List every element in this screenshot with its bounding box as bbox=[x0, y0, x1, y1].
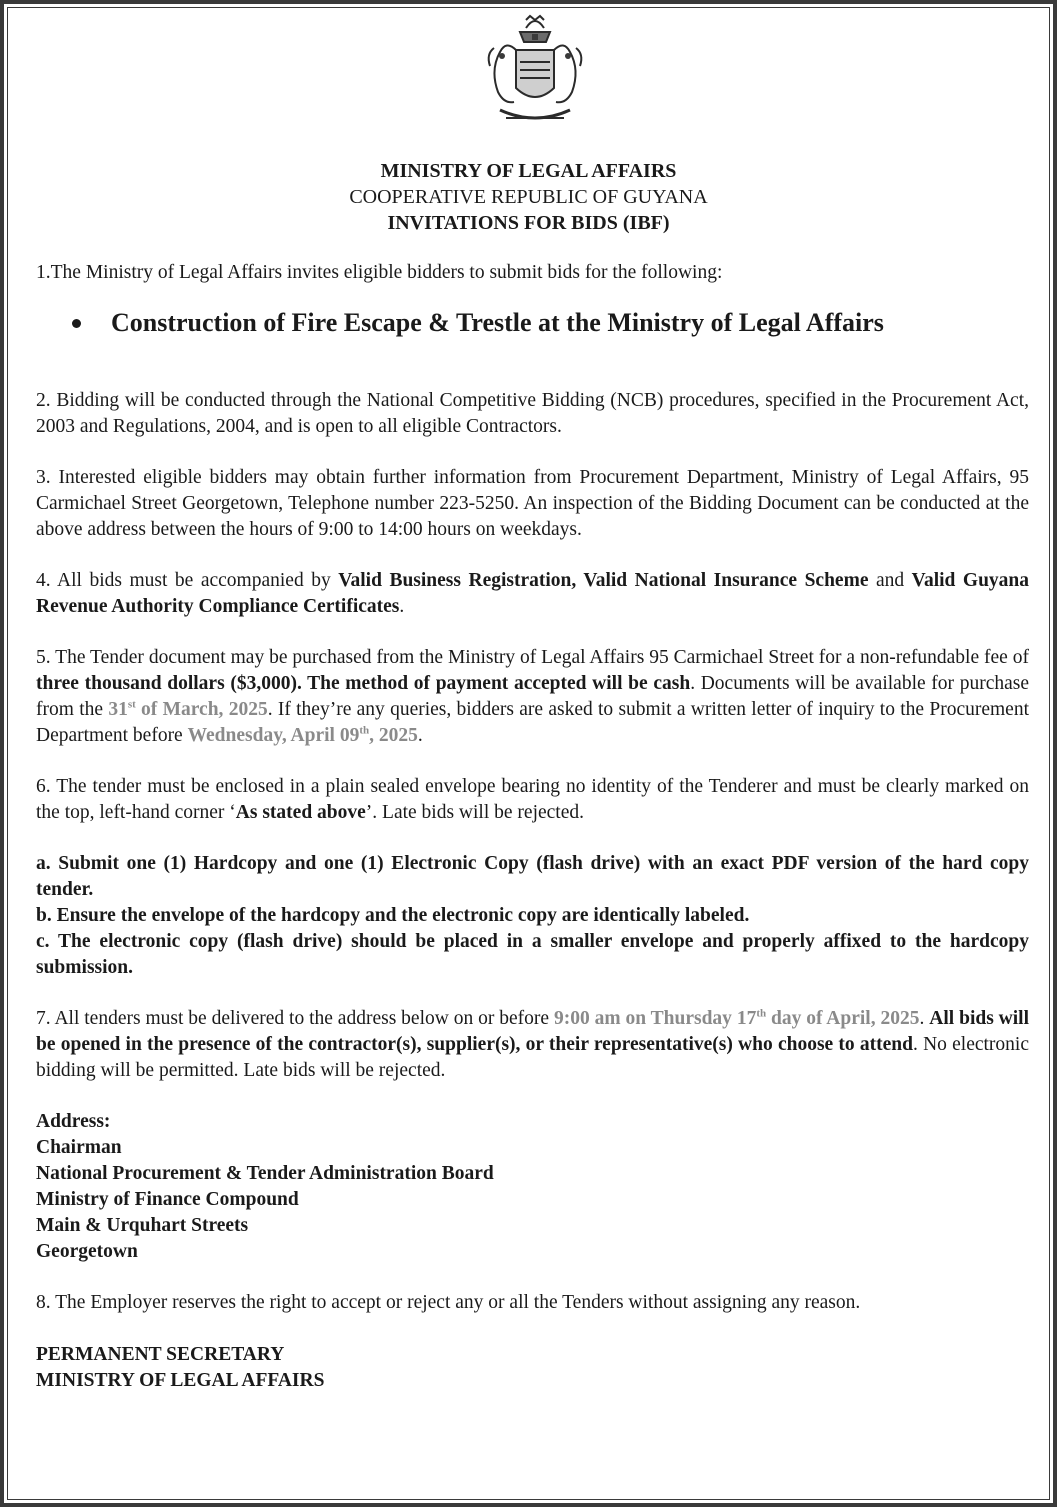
paragraph-6: 6. The tender must be enclosed in a plain sealed envelope bearing no identity of the Tenderer and must be clearly marked on the top, left-hand corner ‘As stated above’. Late bids will be rejected. bbox=[36, 776, 1029, 823]
project-bullet bbox=[72, 306, 1029, 340]
requirement-item: b. Ensure the envelope of the hardcopy and the electronic copy are identically labeled. bbox=[36, 905, 750, 926]
address-line: Georgetown bbox=[36, 1241, 138, 1262]
address-line: Main & Urquhart Streets bbox=[36, 1215, 249, 1236]
requirements-list bbox=[36, 851, 1029, 981]
paragraph-2: 2. Bidding will be conducted through the National Competitive Bidding (NCB) procedures, specified in the Procurement Act, 2003 and Regulations, 2004, and is open to all eligible Contractors. bbox=[36, 390, 1029, 437]
republic-title: COOPERATIVE REPUBLIC OF GUYANA bbox=[349, 186, 708, 208]
project-title: Construction of Fire Escape & Trestle at the Ministry of Legal Affairs bbox=[111, 308, 884, 337]
coat-of-arms-icon bbox=[476, 10, 594, 134]
notice-title: INVITATIONS FOR BIDS (IBF) bbox=[387, 212, 670, 234]
address-line: Ministry of Finance Compound bbox=[36, 1189, 299, 1210]
address-line: Chairman bbox=[36, 1137, 122, 1158]
signature-block bbox=[36, 1342, 1029, 1394]
paragraph-7: 7. All tenders must be delivered to the address below on or before 9:00 am on Thursday 17th day of April, 2025. All bids will be opened in the presence of the contractor(s), supplier(s), or their representative(s) who choose to attend. No electronic bidding will be permitted. Late bids will be rejected. bbox=[36, 1007, 1030, 1081]
address-line: Address: bbox=[36, 1111, 111, 1132]
notice-header bbox=[4, 158, 1053, 236]
purchase-date: 31st of March, 2025 bbox=[108, 698, 268, 720]
inquiry-deadline: Wednesday, April 09th, 2025 bbox=[187, 724, 418, 746]
paragraph-8: 8. The Employer reserves the right to accept or reject any or all the Tenders without assigning any reason. bbox=[36, 1292, 861, 1313]
paragraph-4: 4. All bids must be accompanied by Valid Business Registration, Valid National Insurance Scheme and Valid Guyana Revenue Authority Compliance Certificates. bbox=[36, 570, 1030, 617]
delivery-address bbox=[36, 1109, 1029, 1265]
requirement-item: c. The electronic copy (flash drive) should be placed in a smaller envelope and properly affixed to the hardcopy submission. bbox=[36, 931, 1029, 978]
signatory-title: PERMANENT SECRETARY bbox=[36, 1344, 285, 1365]
notice-body bbox=[36, 260, 1029, 1394]
paragraph-3: 3. Interested eligible bidders may obtain further information from Procurement Department, Ministry of Legal Affairs, 95 Carmichael Street Georgetown, Telephone number 223-5250. An inspection of the Bidding Document can be conducted at the above address between the hours of 9:00 to 14:00 hours on weekdays. bbox=[36, 467, 1029, 540]
address-line: National Procurement & Tender Administration Board bbox=[36, 1163, 494, 1184]
ministry-title: MINISTRY OF LEGAL AFFAIRS bbox=[380, 160, 677, 182]
intro-paragraph: 1.The Ministry of Legal Affairs invites eligible bidders to submit bids for the following: bbox=[36, 262, 723, 283]
signatory-ministry: MINISTRY OF LEGAL AFFAIRS bbox=[36, 1370, 325, 1391]
requirement-item: a. Submit one (1) Hardcopy and one (1) Electronic Copy (flash drive) with an exact PDF version of the hard copy tender. bbox=[36, 853, 1029, 900]
fee-amount: three thousand dollars ($3,000) bbox=[36, 673, 297, 694]
paragraph-5: 5. The Tender document may be purchased from the Ministry of Legal Affairs 95 Carmichael Street for a non-refundable fee of three thousand dollars ($3,000). The method of payment accepted will be cash. Documents will be available for purchase from the 31st of March, 2025. If they’re any queries, bidders are asked to submit a written letter of inquiry to the Procurement Department before Wednesday, April 09th, 2025. bbox=[36, 647, 1030, 746]
delivery-deadline: 9:00 am on Thursday 17th day of April, 2025 bbox=[553, 1007, 920, 1029]
bullet-icon bbox=[72, 319, 81, 328]
